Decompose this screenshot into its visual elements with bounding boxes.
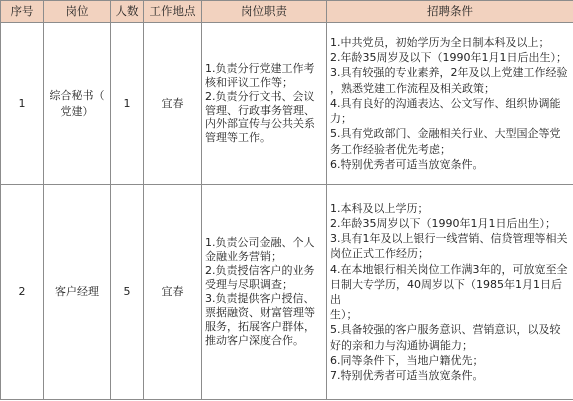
row-position (44, 185, 111, 400)
requirement-line: 4.在本地银行相关岗位工作满3年的，可放宽至全 (330, 262, 568, 276)
duty-line: 服务，拓展客户群体， (205, 319, 315, 333)
row-requirements (327, 23, 573, 185)
header-requirements: 招聘条件 (327, 1, 573, 23)
header-position: 岗位 (44, 1, 111, 23)
row-index: 2 (1, 185, 44, 400)
requirement-line: 3.具有较强的专业素养，2年及以上党建工作经验 (330, 66, 568, 80)
requirement-line: 5.具备较强的客户服务意识、营销意识，以及较 (330, 323, 561, 337)
requirement-line: ，熟悉党建工作流程及相关政策； (330, 81, 495, 95)
row-index: 1 (1, 23, 44, 185)
requirement-line: 力； (330, 112, 352, 126)
row-duties (202, 23, 327, 185)
requirement-line: 1.中共党员，初始学历为全日制本科及以上； (330, 36, 550, 50)
duty-line: 管理等工作。 (205, 131, 271, 145)
row-location: 宜春 (144, 23, 202, 185)
position-line: 客户经理 (55, 285, 99, 299)
requirement-line: 务工作经验者优先考虑； (330, 142, 451, 156)
duty-line: 票据融资、财富管理等 (205, 305, 315, 319)
duty-line: 1.负责分行党建工作考 (205, 61, 315, 75)
header-index: 序号 (1, 1, 44, 23)
duty-line: 受理与尽职调查； (205, 278, 293, 292)
requirement-line: 5.具有党政部门、金融相关行业、大型国企等党 (330, 127, 561, 141)
requirement-line: 生）； (330, 308, 358, 322)
duty-line: 1.负责公司金融、个人 (205, 236, 315, 250)
position-line: 党建） (60, 104, 94, 118)
requirement-line: 7.特别优秀者可适当放宽条件。 (330, 369, 484, 383)
duty-line: 核和评议工作等； (205, 75, 293, 89)
duty-line: 内外部宣传与公共关系 (205, 117, 315, 131)
duty-line: 2.负责分行文书、会议 (205, 89, 315, 103)
duty-line: 金融业务营销； (205, 250, 282, 264)
duty-line: 3.负责提供客户授信、 (205, 292, 315, 305)
duty-line: 推动客户深度合作。 (205, 333, 304, 347)
duty-line: 管理、行政事务管理、 (205, 103, 315, 117)
row-location: 宜春 (144, 185, 202, 400)
requirement-line: 岗位正式工作经历； (330, 247, 429, 261)
requirement-line: 6.同等条件下，当地户籍优先； (330, 353, 484, 367)
header-duties: 岗位职责 (202, 1, 327, 23)
requirement-line: 日制大专学历，40周岁以下（1985年1月1日后出 (330, 277, 562, 306)
requirement-line: 4.具有良好的沟通表达、公文写作、组织协调能 (330, 96, 561, 110)
table-row (1, 185, 573, 400)
row-count: 1 (111, 23, 144, 185)
requirement-line: 3.具有1年及以上银行一线营销、信贷管理等相关 (330, 232, 568, 246)
position-line: 综合秘书（ (49, 88, 105, 102)
row-requirements (327, 185, 573, 400)
requirement-line: 好的亲和力与沟通协调能力； (330, 338, 473, 352)
row-duties (202, 185, 327, 400)
table-header-row (1, 1, 573, 23)
duty-line: 2.负责授信客户的业务 (205, 264, 315, 278)
table-row (1, 23, 573, 185)
header-location: 工作地点 (144, 1, 202, 23)
header-count: 人数 (111, 1, 144, 23)
requirement-line: 6.特别优秀者可适当放宽条件。 (330, 157, 484, 171)
row-position (44, 23, 111, 185)
row-count: 5 (111, 185, 144, 400)
requirement-line: 2.年龄35周岁及以下（1990年1月1日后出生）； (330, 51, 567, 65)
requirement-line: 2.年龄35周岁以下（1990年1月1日后出生）； (330, 216, 556, 230)
requirement-line: 1.本科及以上学历； (330, 201, 429, 215)
